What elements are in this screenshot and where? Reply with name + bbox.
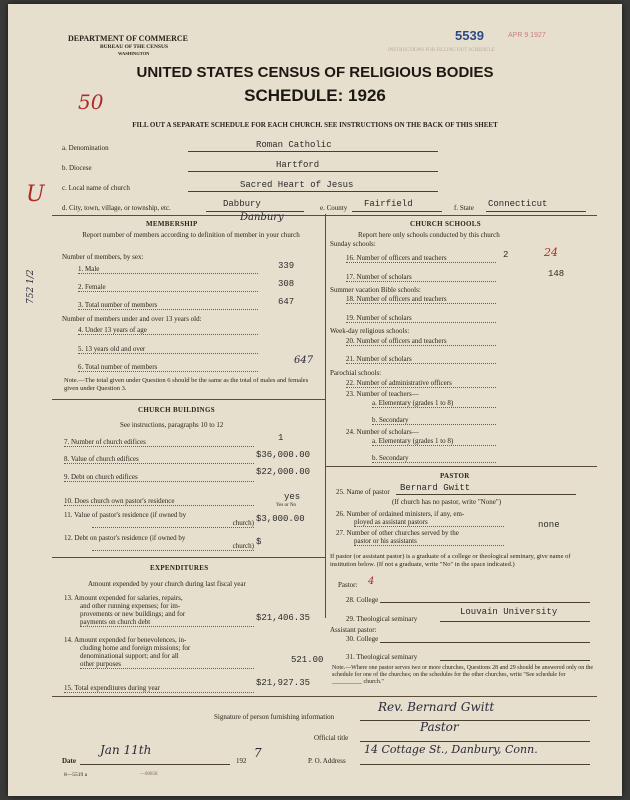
signature-value: Rev. Bernard Gwitt — [378, 700, 495, 714]
diocese-value: Hartford — [276, 160, 320, 170]
q24b-label: b. Secondary — [372, 454, 496, 463]
q8-label: 8. Value of church edifices — [64, 455, 254, 464]
q14-value: 521.00 — [291, 655, 324, 665]
q8-value: $36,000.00 — [256, 450, 311, 460]
expenditures-heading: EXPENDITURES — [150, 564, 209, 572]
pastor-label: Pastor: — [338, 581, 358, 589]
print-number: —00858 — [140, 772, 158, 777]
q25-value: Bernard Gwitt — [400, 483, 471, 493]
q13-line-4: payments on church debt — [80, 618, 254, 627]
expenditures-sub: Amount expended by your church during last fiscal year — [88, 580, 246, 588]
q10-value: yes — [284, 492, 301, 502]
bottom-rule — [52, 696, 597, 697]
q23b-label: b. Secondary — [372, 416, 496, 425]
q14-line-1: 14. Amount expended for benevolences, in- — [64, 636, 187, 644]
q25-note: (If church has no pastor, write "None") — [392, 498, 502, 506]
q13-value: $21,406.35 — [256, 613, 311, 623]
q13-line-1: 13. Amount expended for salaries, repairs, — [64, 594, 183, 602]
q14-line-3: denominational support; and for all — [80, 652, 179, 660]
q16-handwritten: 24 — [544, 246, 558, 259]
form-subtitle: SCHEDULE: 1926 — [244, 86, 386, 105]
q28-line — [380, 594, 590, 603]
signature-label: Signature of person furnishing information — [214, 713, 335, 721]
q6-label: 6. Total number of members — [78, 363, 258, 372]
q24a-label: a. Elementary (grades 1 to 8) — [372, 437, 496, 446]
county-value: Fairfield — [364, 199, 413, 209]
q4-label: 4. Under 13 years of age — [78, 326, 258, 335]
date-value: Jan 11th — [100, 743, 152, 757]
county-label: e. County — [320, 204, 348, 212]
weekday-schools: Week-day religious schools: — [330, 327, 410, 335]
received-stamp: APR 9 1927 — [508, 32, 546, 39]
po-address-label: P. O. Address — [308, 757, 346, 765]
q6-value: 647 — [294, 355, 314, 366]
pastor-heading: PASTOR — [440, 472, 470, 480]
graduate-instruction: If pastor (or assistant pastor) is a graduate of a college or theological seminary, give name of institution below. (If not a graduate, write "No" in the space indicated.) — [330, 553, 571, 568]
q26-label-b: ployed as assistant pastors — [354, 518, 504, 527]
column-divider — [325, 214, 326, 618]
sunday-schools: Sunday schools: — [330, 240, 376, 248]
official-title-value: Pastor — [420, 720, 459, 734]
q28-label: 28. College — [346, 596, 379, 604]
form-number: 8—5519 a — [64, 772, 88, 778]
q29-label: 29. Theological seminary — [346, 615, 418, 623]
denomination-label: a. Denomination — [62, 144, 109, 152]
church-name-value: Sacred Heart of Jesus — [240, 180, 354, 190]
q16-label: 16. Number of officers and teachers — [346, 254, 496, 263]
q13-line-3: provements or new buildings; and for — [80, 610, 186, 618]
summer-schools: Summer vacation Bible schools: — [330, 286, 421, 294]
q27-label-b: pastor or his assistants — [354, 537, 504, 546]
faint-instructions: INSTRUCTIONS FOR FILLING OUT SCHEDULE — [388, 48, 495, 53]
q5-label: 5. 13 years old and over — [78, 345, 258, 354]
schools-heading: CHURCH SCHOOLS — [410, 220, 481, 228]
q2-value: 308 — [278, 279, 295, 289]
census-schedule-page — [8, 4, 622, 796]
q12-value: $ — [256, 537, 262, 547]
buildings-sub: See instructions, paragraphs 10 to 12 — [120, 421, 224, 429]
diocese-label: b. Diocese — [62, 164, 92, 172]
q15-label: 15. Total expenditures during year — [64, 684, 254, 693]
city-label: WASHINGTON — [118, 51, 150, 56]
margin-mark: U — [26, 182, 45, 207]
q27-label-a: 27. Number of other churches served by the — [336, 529, 459, 537]
q19-label: 19. Number of scholars — [346, 314, 496, 323]
q27-value: none — [538, 520, 560, 530]
margin-pencil-note: 752 1/2 — [26, 269, 36, 304]
q1-value: 339 — [278, 261, 295, 271]
buildings-rule — [52, 557, 325, 558]
q7-label: 7. Number of church edifices — [64, 438, 254, 447]
q3-value: 647 — [278, 297, 295, 307]
po-address-value: 14 Cottage St., Danbury, Conn. — [364, 743, 538, 756]
separate-schedule-instruction: FILL OUT A SEPARATE SCHEDULE FOR EACH CHURCH. SEE INSTRUCTIONS ON THE BACK OF THIS SHEET — [132, 121, 498, 129]
q3-label: 3. Total number of members — [78, 301, 258, 310]
q13-line-2: and other running expenses; for im- — [80, 602, 181, 610]
q23a-label: a. Elementary (grades 1 to 8) — [372, 399, 496, 408]
q20-label: 20. Number of officers and teachers — [346, 337, 496, 346]
q14-line-4: other purposes — [80, 660, 254, 669]
q26-label-a: 26. Number of ordained ministers, if any, em- — [336, 510, 465, 518]
membership-handwritten-town: Danbury — [240, 212, 284, 223]
form-title: UNITED STATES CENSUS OF RELIGIOUS BODIES — [136, 64, 494, 81]
q7-value: 1 — [278, 433, 284, 443]
q11-value: $3,000.00 — [256, 514, 305, 524]
q14-line-2: cluding home and foreign missions; for — [80, 644, 191, 652]
pastor-note: Note.—Where one pastor serves two or more churches, Questions 28 and 29 should be answered only on the schedule for one of the churches; on the schedules for the other churches, write "See schedule for __________ church." — [332, 665, 594, 685]
q30-line — [380, 634, 590, 643]
q25-label: 25. Name of pastor — [336, 488, 390, 496]
city-value: Dabbury — [223, 199, 261, 209]
membership-heading: MEMBERSHIP — [146, 220, 198, 228]
q29-value: Louvain University — [460, 607, 558, 617]
membership-intro: Report number of members according to definition of member in your church — [82, 231, 300, 239]
year-label: 192 — [236, 757, 247, 765]
q1-label: 1. Male — [78, 265, 258, 274]
date-label: Date — [62, 757, 76, 765]
q17-value: 148 — [548, 269, 565, 279]
q12-label-b: church) — [92, 542, 254, 551]
state-label: f. State — [454, 204, 474, 212]
membership-rule — [52, 399, 325, 400]
q10-label: 10. Does church own pastor's residence — [64, 497, 254, 506]
q23-label: 23. Number of teachers— — [346, 390, 419, 398]
state-line — [486, 200, 586, 212]
q15-value: $21,927.35 — [256, 678, 311, 688]
q21-label: 21. Number of scholars — [346, 355, 496, 364]
department-label: DEPARTMENT OF COMMERCE — [68, 34, 189, 43]
state-value: Connecticut — [488, 199, 548, 209]
q11-label-b: church) — [92, 519, 254, 528]
schools-intro: Report here only schools conducted by this church — [358, 231, 500, 239]
q16-value: 2 — [503, 250, 509, 260]
year-hand: 7 — [254, 746, 262, 760]
q30-label: 30. College — [346, 635, 379, 643]
handwritten-number: 50 — [78, 90, 104, 114]
q18-label: 18. Number of officers and teachers — [346, 295, 496, 304]
denomination-value: Roman Catholic — [256, 140, 332, 150]
q9-value: $22,000.00 — [256, 467, 311, 477]
schools-rule — [325, 466, 597, 467]
bureau-label: BUREAU OF THE CENSUS — [100, 44, 169, 50]
q24-label: 24. Number of scholars— — [346, 428, 419, 436]
members-by-sex: Number of members, by sex: — [62, 253, 144, 261]
yes-or-no-hint: Yes or No — [276, 503, 297, 508]
q22-label: 22. Number of administrative officers — [346, 379, 496, 388]
members-under-over: Number of members under and over 13 years old: — [62, 315, 202, 323]
q11-label-a: 11. Value of pastor's residence (if owned by — [64, 511, 187, 519]
q31-label: 31. Theological seminary — [346, 653, 418, 661]
official-title-label: Official title — [314, 734, 349, 742]
q9-label: 9. Debt on church edifices — [64, 473, 254, 482]
city-label-field: d. City, town, village, or township, etc. — [62, 204, 171, 212]
q17-label: 17. Number of scholars — [346, 273, 496, 282]
official-title-line — [360, 733, 590, 742]
q31-line — [440, 652, 590, 661]
pastor-mark: 4 — [368, 576, 375, 587]
assistant-label: Assistant pastor: — [330, 626, 377, 634]
membership-note: Note.—The total given under Question 6 should be the same as the total of males and females given under Question 3. — [64, 377, 309, 392]
po-address-line — [360, 756, 590, 765]
date-line — [80, 756, 230, 765]
church-name-label: c. Local name of church — [62, 184, 130, 192]
q12-label-a: 12. Debt on pastor's residence (if owned by — [64, 534, 186, 542]
parochial-schools: Parochial schools: — [330, 369, 382, 377]
q2-label: 2. Female — [78, 283, 258, 292]
buildings-heading: CHURCH BUILDINGS — [138, 406, 215, 414]
schedule-number: 5539 — [455, 28, 484, 43]
